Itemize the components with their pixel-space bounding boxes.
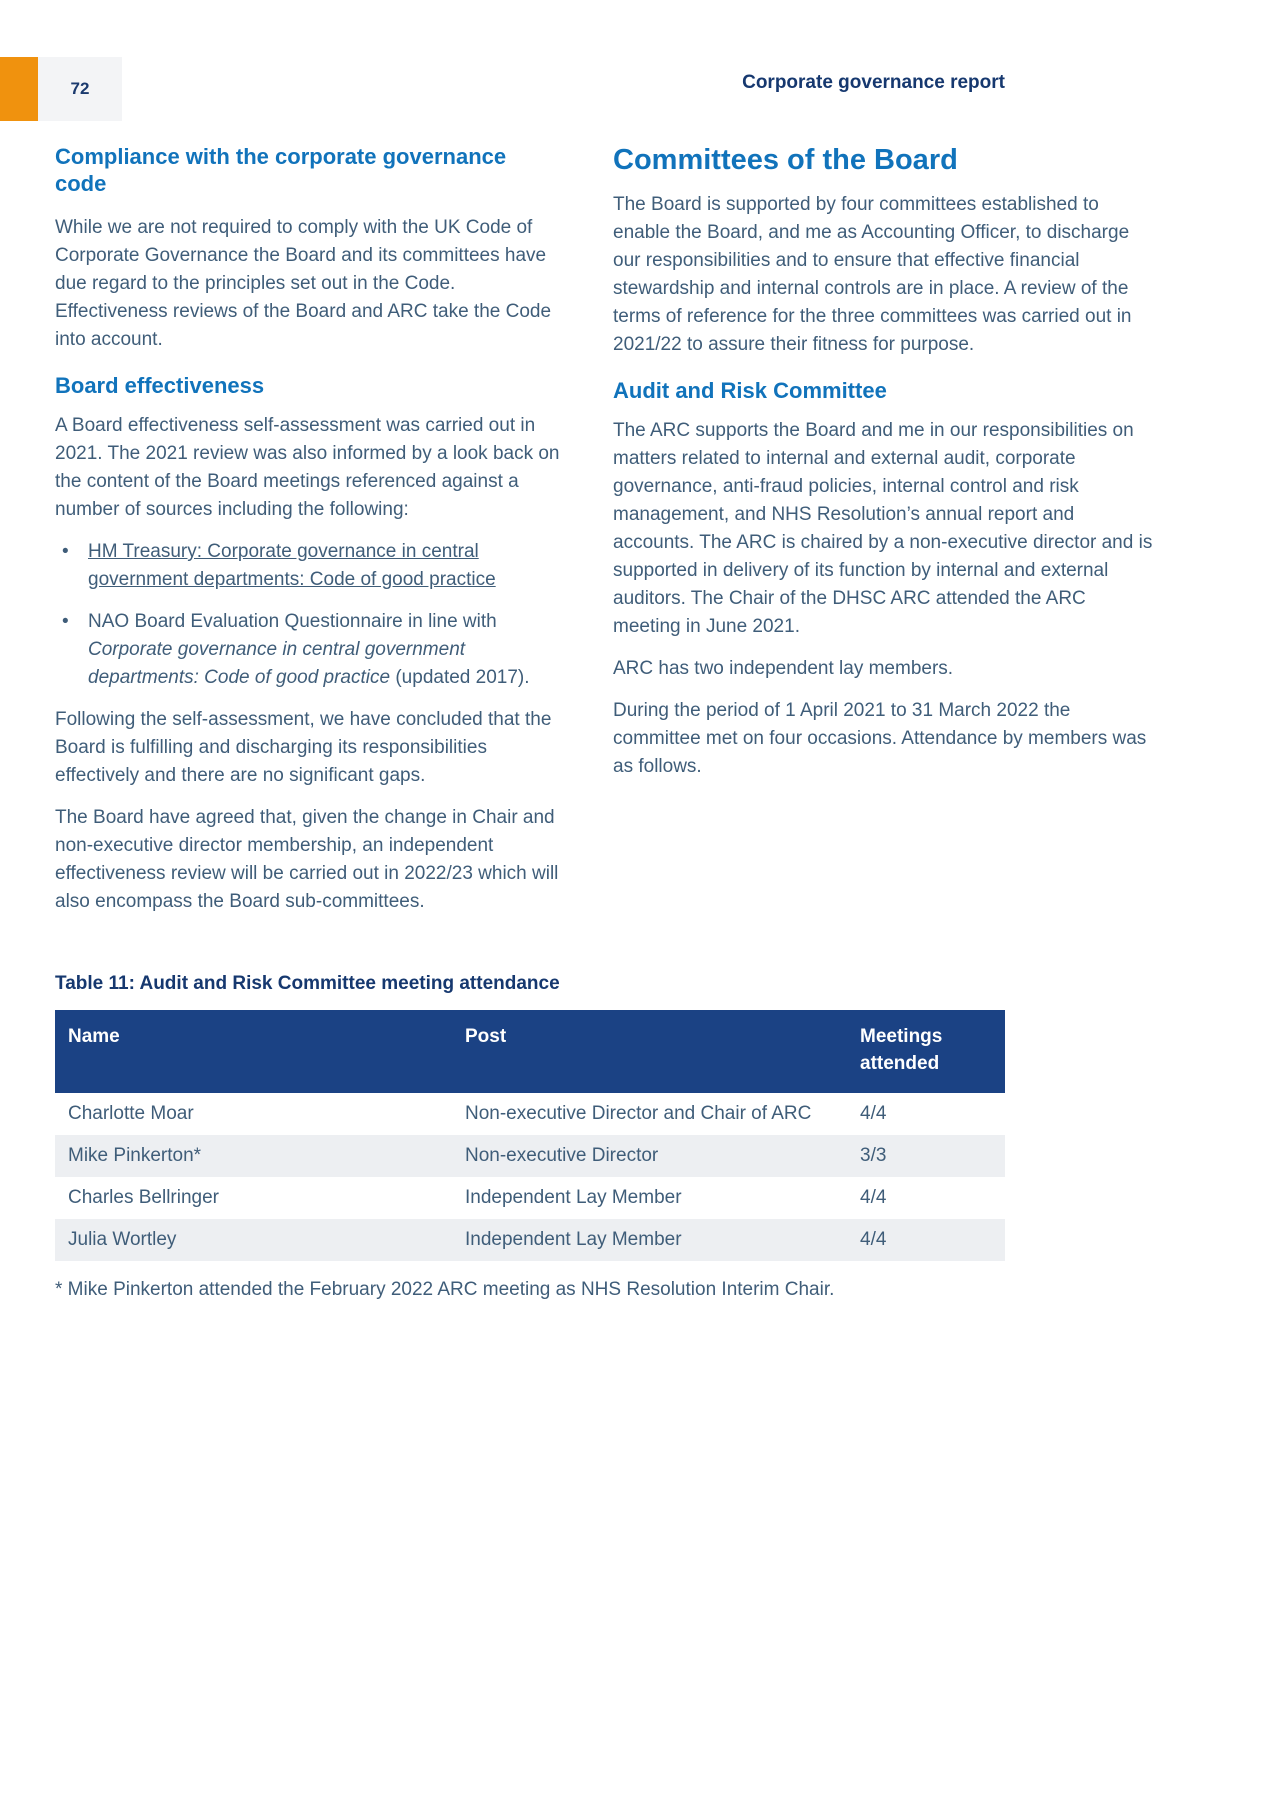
table-row (55, 1219, 1005, 1261)
cell-attended: 4/4 (860, 1187, 887, 1208)
sources-bullet-list (55, 538, 561, 692)
cell-name: Julia Wortley (68, 1229, 177, 1250)
paragraph-arc-lay-members: ARC has two independent lay members. (613, 658, 954, 679)
table-footnote: * Mike Pinkerton attended the February 2022 ARC meeting as NHS Resolution Interim Chair. (55, 1279, 835, 1300)
cell-attended: 3/3 (860, 1145, 887, 1166)
paragraph-self-assessment-conclusion: Following the self-assessment, we have concluded that the Board is fulfilling and discharging its responsibilities effectively and there are no significant gaps. (55, 709, 552, 786)
right-column (613, 143, 1153, 930)
heading-audit-risk-committee: Audit and Risk Committee (613, 378, 887, 403)
bullet-nao-suffix: (updated 2017). (390, 667, 530, 688)
paragraph-arc-meetings: During the period of 1 April 2021 to 31 March 2022 the committee met on four occasions. Attendance by members was as follows. (613, 700, 1147, 777)
paragraph-board-effectiveness-intro: A Board effectiveness self-assessment was carried out in 2021. The 2021 review was also informed by a look back on the content of the Board meetings referenced against a number of sources including the following: (55, 415, 560, 520)
attendance-table (55, 1010, 1005, 1261)
cell-name: Mike Pinkerton* (68, 1145, 202, 1166)
heading-compliance: Compliance with the corporate governance code (55, 144, 507, 196)
bullet-nao-title: Corporate governance in central government departments: Code of good practice (88, 639, 466, 688)
table-row (55, 1177, 1005, 1219)
hm-treasury-link[interactable]: HM Treasury: Corporate governance in central government departments: Code of good practice (88, 541, 496, 590)
table-title: Table 11: Audit and Risk Committee meeting attendance (55, 973, 560, 994)
bullet-nao-questionnaire (55, 608, 561, 692)
cell-attended: 4/4 (860, 1229, 887, 1250)
paragraph-compliance: While we are not required to comply with the UK Code of Corporate Governance the Board and its committees have due regard to the principles set out in the Code. Effectiveness reviews of the Board and ARC take the Code into account. (55, 217, 552, 350)
bullet-hm-treasury (55, 538, 561, 594)
column-header-post: Post (465, 1026, 507, 1047)
bullet-nao-prefix: NAO Board Evaluation Questionnaire in line with (88, 611, 497, 632)
column-header-name: Name (68, 1026, 120, 1047)
paragraph-committees-intro: The Board is supported by four committees established to enable the Board, and me as Accounting Officer, to discharge our responsibilities and to ensure that effective financial stewardship and internal controls are in place. A review of the terms of reference for the three committees was carried out in 2021/22 to assure their fitness for purpose. (613, 194, 1132, 355)
heading-board-effectiveness: Board effectiveness (55, 373, 265, 398)
paragraph-independent-review: The Board have agreed that, given the change in Chair and non-executive director membership, an independent effectiveness review will be carried out in 2022/23 which will also encompass the Board sub-committees. (55, 807, 559, 912)
left-column (55, 143, 561, 930)
cell-post: Non-executive Director (465, 1145, 659, 1166)
table-header-row (55, 1010, 1005, 1093)
page-number: 72 (70, 79, 90, 98)
running-header-title: Corporate governance report (742, 72, 1005, 93)
table-row (55, 1135, 1005, 1177)
cell-attended: 4/4 (860, 1103, 887, 1124)
corner-accent-block (0, 57, 38, 121)
table-row (55, 1093, 1005, 1135)
heading-committees: Committees of the Board (613, 144, 958, 176)
cell-post: Non-executive Director and Chair of ARC (465, 1103, 812, 1124)
paragraph-arc-description: The ARC supports the Board and me in our responsibilities on matters related to internal and external audit, corporate governance, anti-fraud policies, internal control and risk management, and NHS Resolution’s annual report and accounts. The ARC is chaired by a non-executive director and is supported in delivery of its function by internal and external auditors. The Chair of the DHSC ARC attended the ARC meeting in June 2021. (613, 420, 1153, 637)
cell-name: Charles Bellringer (68, 1187, 220, 1208)
cell-name: Charlotte Moar (68, 1103, 194, 1124)
column-header-meetings-attended: Meetings attended (860, 1026, 943, 1074)
page-number-box (38, 57, 122, 121)
attendance-table-section (55, 972, 1005, 1303)
cell-post: Independent Lay Member (465, 1187, 682, 1208)
cell-post: Independent Lay Member (465, 1229, 682, 1250)
